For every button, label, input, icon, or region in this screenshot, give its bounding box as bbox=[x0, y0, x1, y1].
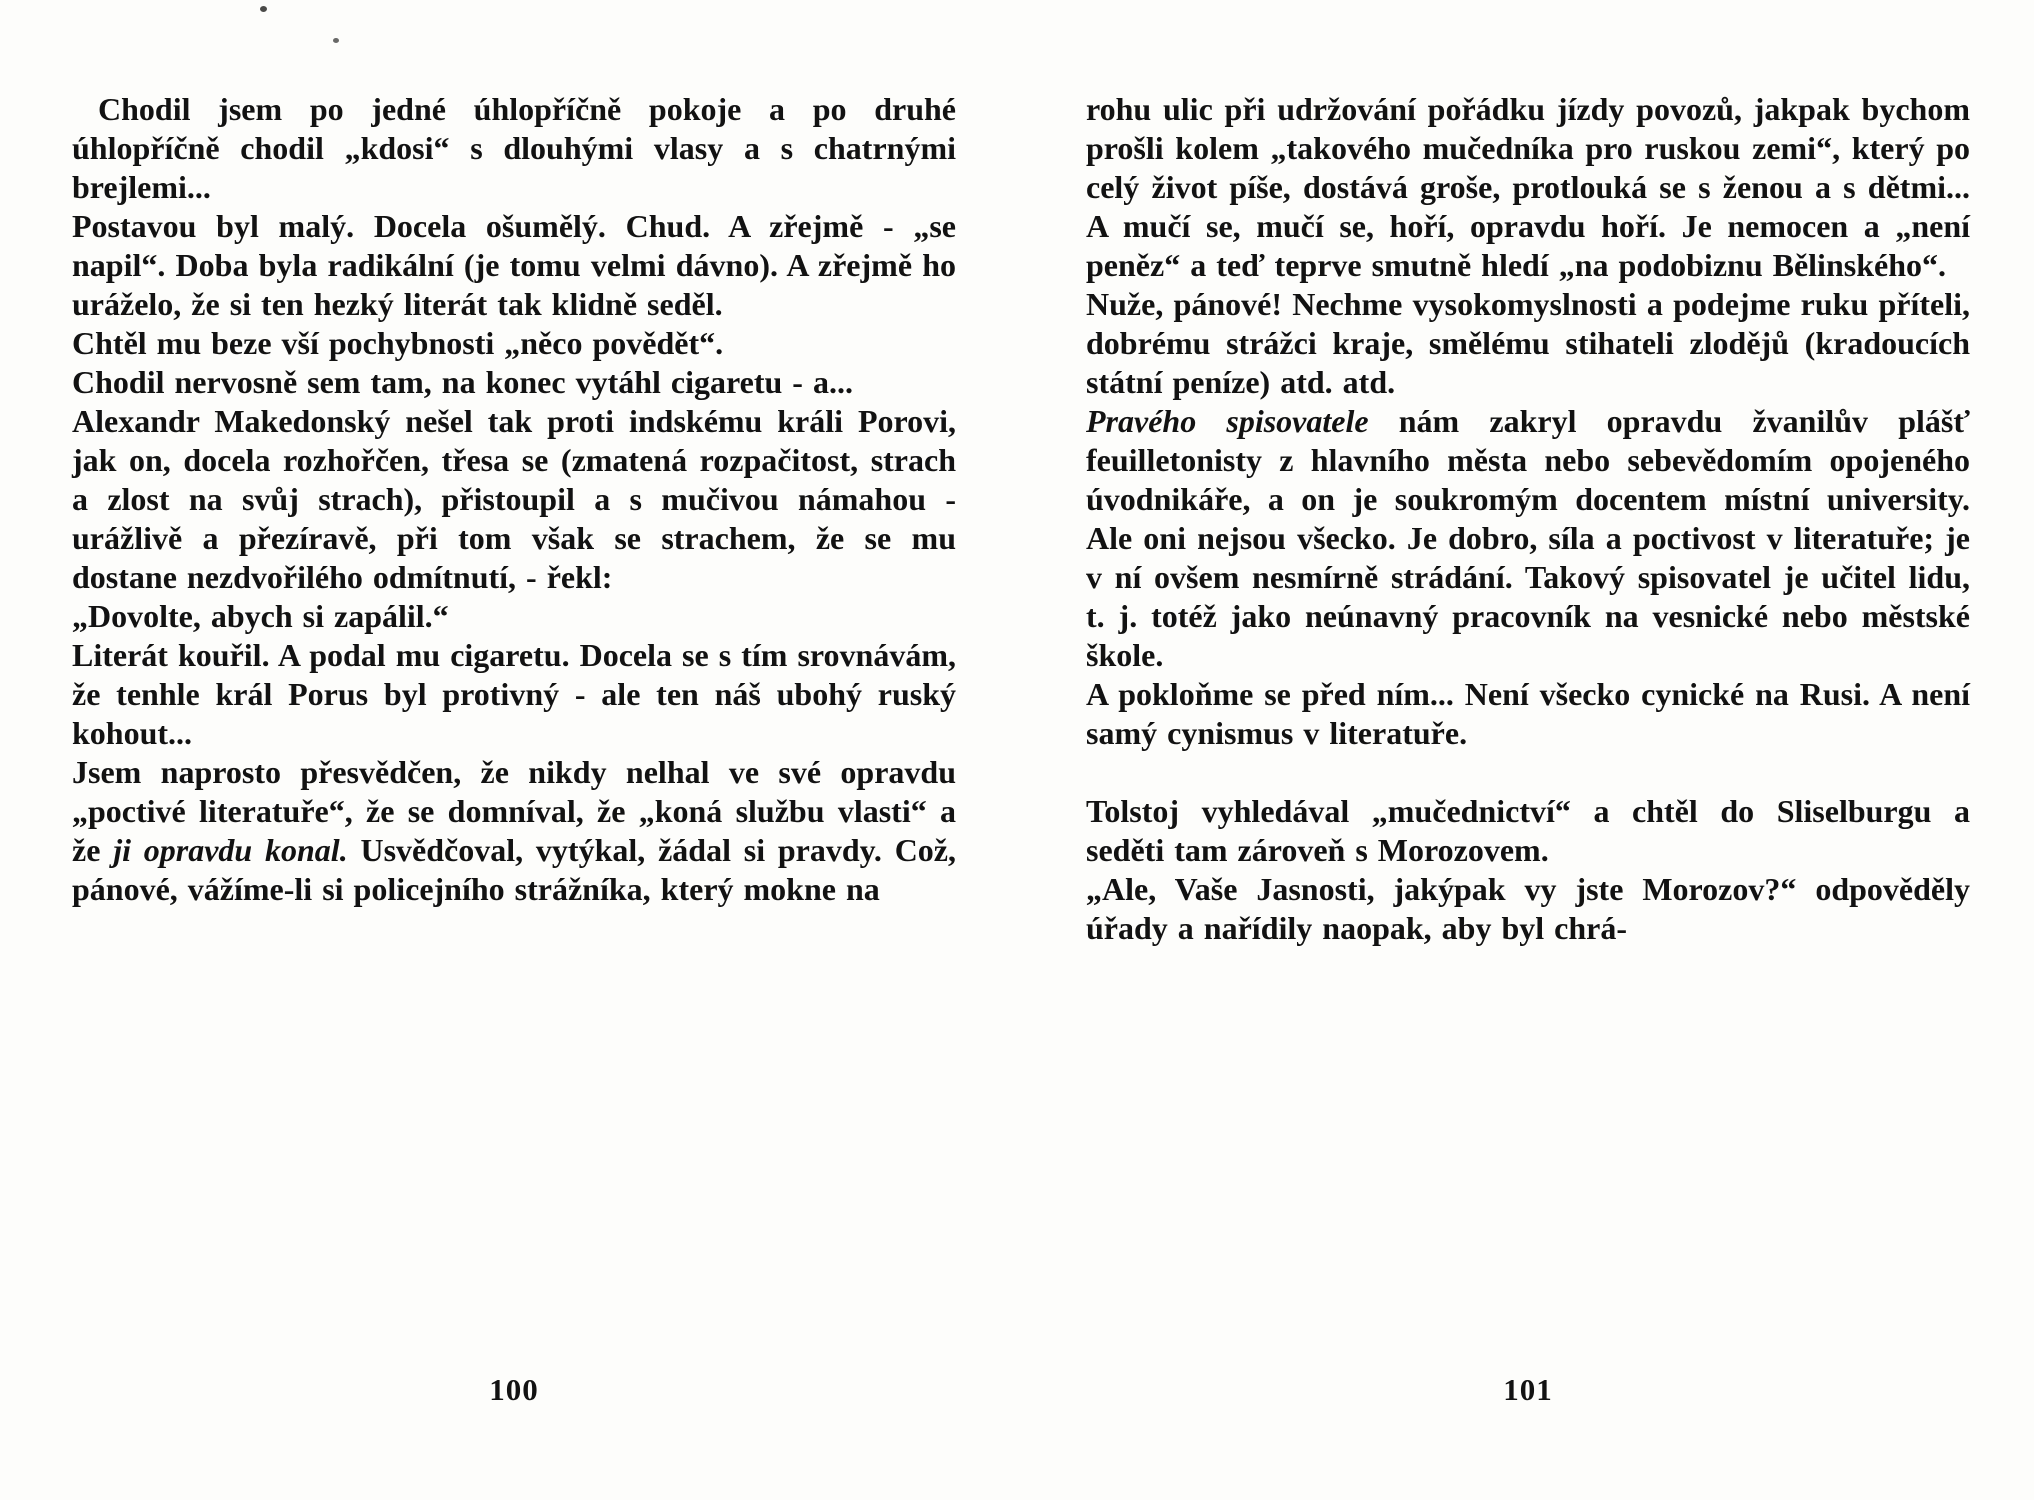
paragraph: Chodil nervosně sem tam, na konec vytáhl cigaretu - a... bbox=[72, 364, 853, 400]
page-right bbox=[1086, 90, 1970, 1470]
paragraph: Postavou byl malý. Docela ošumělý. Chud. A zřejmě - „se napil“. Doba byla radikální (je tomu velmi dávno). A zřejmě ho uráželo, že si ten hezký literát tak klidně seděl. bbox=[72, 208, 956, 322]
paragraph bbox=[72, 753, 956, 909]
paragraph: Chodil jsem po jedné úhlopříčně pokoje a po druhé úhlopříčně chodil „kdosi“ s dlouhými vlasy a s chatrnými brejlemi... bbox=[72, 91, 956, 205]
paragraph: „Dovolte, abych si zapálil.“ bbox=[72, 598, 449, 634]
paragraph: rohu ulic při udržování pořádku jízdy povozů, jakpak bychom prošli kolem „takového mučedníka pro ruskou zemi“, který po celý život píše, dostává groše, protlouká se s ženou a s dětmi... A mučí se, mučí se, hoří, opravdu hoří. Je nemocen a „není peněz“ a teď teprve smutně hledí „na podobiznu Bělinského“. bbox=[1086, 91, 1970, 283]
paragraph: Nuže, pánové! Nechme vysokomyslnosti a podejme ruku příteli, dobrému strážci kraje, smělému stihateli zlodějů (kradoucích státní peníze) atd. atd. bbox=[1086, 286, 1970, 400]
paragraph: Tolstoj vyhledával „mučednictví“ a chtěl do Sliselburgu a seděti tam zároveň s Morozovem. bbox=[1086, 793, 1970, 868]
paragraph: Chtěl mu beze vší pochybnosti „něco povědět“. bbox=[72, 325, 724, 361]
ink-speck bbox=[333, 38, 339, 43]
paragraph: Alexandr Makedonský nešel tak proti indskému králi Porovi, jak on, docela rozhořčen, třesa se (zmatená rozpačitost, strach a zlost na svůj strach), přistoupil a s mučivou námahou - urážlivě a přezíravě, při tom však se strachem, že se mu dostane nezdvořilého odmítnutí, - řekl: bbox=[72, 403, 956, 595]
paragraph bbox=[1086, 402, 1970, 675]
paragraph: „Ale, Vaše Jasnosti, jakýpak vy jste Morozov?“ odpověděly úřady a nařídily naopak, aby byl chrá- bbox=[1086, 871, 1970, 946]
text-segment: nám zakryl opravdu žvanilův plášť feuilletonisty z hlavního města nebo sebevědomím opojeného úvodnikáře, a on je soukromým docentem místní university. Ale oni nejsou všecko. Je dobro, síla a poctivost v literatuře; je v ní ovšem nesmírně strádání. Takový spisovatel je učitel lidu, t. j. totéž jako neúnavný pracovník na vesnické nebo městské škole. bbox=[1086, 403, 1971, 673]
text-segment-italic: Pravého spisovatele bbox=[1086, 403, 1369, 439]
ink-speck bbox=[260, 6, 267, 12]
text-segment: Jsem naprosto přesvědčen, že nikdy nelhal ve své opravdu „poctivé literatuře“, že se domníval, že „koná službu vlasti“ a že bbox=[72, 754, 956, 868]
paragraph: Literát kouřil. A podal mu cigaretu. Docela se s tím srovnávám, že tenhle král Porus byl protivný - ale ten náš ubohý ruský kohout... bbox=[72, 637, 956, 751]
page-number: 101 bbox=[1503, 1372, 1553, 1407]
text-segment: Usvědčoval, vytýkal, žádal si pravdy. Což, pánové, vážíme-li si policejního strážníka, který mokne na bbox=[72, 832, 957, 907]
text-segment-italic: ji opravdu konal. bbox=[113, 832, 348, 868]
paragraph: A pokloňme se před ním... Není všecko cynické na Rusi. A není samý cynismus v literatuře. bbox=[1086, 676, 1970, 751]
page-left bbox=[72, 90, 956, 1470]
page-number: 100 bbox=[489, 1372, 539, 1407]
